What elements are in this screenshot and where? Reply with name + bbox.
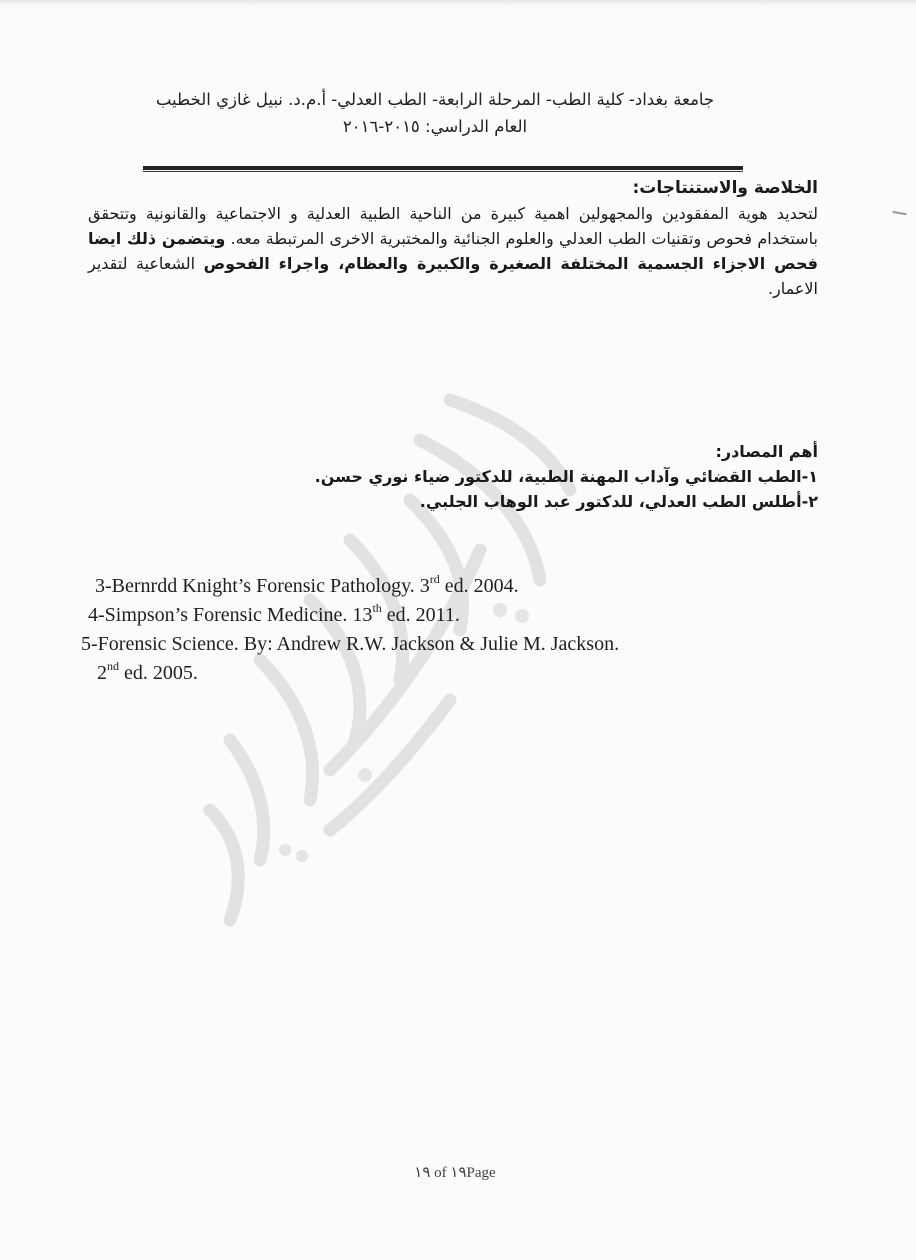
source-5-edition: ed. 2005.	[119, 662, 198, 684]
source-3-ordinal: rd	[429, 572, 440, 586]
source-4-edition: ed. 2011.	[381, 604, 460, 626]
sources-english	[78, 572, 738, 688]
scan-edge	[0, 0, 916, 6]
conclusion-text-2-bold: ويتضمن ذلك ايضا فحص الاجزاء الجسمية المختلفة الصغيرة والكبيرة والعظام، واجراء الفحوص	[88, 229, 819, 273]
source-5-ordinal: nd	[107, 659, 119, 673]
header-divider-thin	[143, 171, 743, 172]
source-item-3	[78, 572, 738, 601]
conclusion-section	[88, 176, 818, 301]
source-4-ordinal: th	[372, 601, 382, 615]
conclusion-text-1: لتحديد هوية المفقودين والمجهولين اهمية كبيرة من الناحية الطبية العدلية و الاجتماعية والقانونية وتتحقق باستخدام فحوص وتقنيات الطب العدلي والعلوم الجنائية والمختبرية الاخرى المرتبطة معه.	[88, 204, 818, 248]
source-item-5-edition	[78, 659, 738, 688]
source-item-4	[78, 601, 738, 630]
sources-heading: أهم المصادر:	[715, 442, 818, 461]
sources-arabic	[300, 439, 818, 514]
header-divider	[143, 166, 743, 170]
source-item-2: ٢-أطلس الطب العدلي، للدكتور عبد الوهاب الجلبي.	[419, 492, 818, 511]
header-line-university: جامعة بغداد- كلية الطب- المرحلة الرابعة- الطب العدلي- أ.م.د. نبيل غازي الخطيب	[155, 90, 715, 109]
document-header	[120, 86, 750, 140]
source-item-1: ١-الطب القضائي وآداب المهنة الطبية، للدكتور ضياء نوري حسن.	[314, 467, 818, 486]
page-number: ١٩ of ١٩Page	[414, 1165, 496, 1181]
header-line-academic-year: العام الدراسي: ٢٠١٥-٢٠١٦	[342, 117, 528, 136]
conclusion-text-2: الشعاعية لتقدير الاعمار.	[88, 254, 818, 298]
source-3-text: 3-Bernrdd Knight’s Forensic Pathology. 3	[95, 575, 430, 597]
source-item-5: 5-Forensic Science. By: Andrew R.W. Jackson & Julie M. Jackson.	[81, 633, 620, 655]
conclusion-paragraph	[88, 201, 818, 301]
source-4-text: 4-Simpson’s Forensic Medicine. 13	[88, 604, 373, 626]
conclusion-heading: الخلاصة والاستنتاجات:	[632, 178, 818, 198]
scan-artifact	[891, 211, 906, 221]
source-5-ed-number: 2	[97, 662, 107, 684]
source-3-edition: ed. 2004.	[439, 575, 519, 597]
